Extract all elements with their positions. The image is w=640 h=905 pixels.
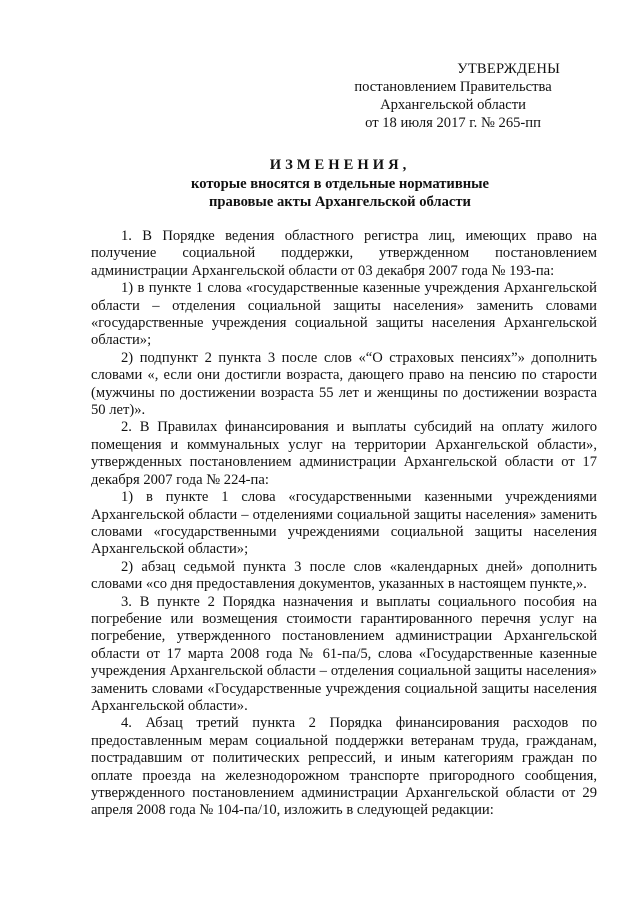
- approval-date-number: от 18 июля 2017 г. № 265-пп: [365, 115, 541, 131]
- approval-region: Архангельской области: [380, 97, 526, 113]
- approval-title: УТВЕРЖДЕНЫ: [457, 61, 560, 77]
- paragraph-2-item-1: 1) в пункте 1 слова «государственными казенными учреждениями Архангельской области – отделениями социальной защиты населения» заменить словами «государственными учреждениями социальной защиты населения Архангельской области»;: [91, 489, 597, 558]
- document-subtitle-line2: правовые акты Архангельской области: [209, 194, 471, 210]
- paragraph-3: 3. В пункте 2 Порядка назначения и выплаты социального пособия на погребение или возмещения стоимости гарантированного перечня услуг на погребение, утвержденного постановлением администрации Архангельской области от 17 марта 2008 года № 61-па/5, слова «Государственные казенные учреждения Архангельской области – отделения социальной защиты населения» заменить словами «Государственные учреждения социальной защиты населения Архангельской области».: [91, 593, 597, 714]
- paragraph-2-item-2: 2) абзац седьмой пункта 3 после слов «календарных дней» дополнить словами «со дня предоставления документов, указанных в настоящем пункте,».: [91, 558, 597, 593]
- paragraph-1: 1. В Порядке ведения областного регистра лиц, имеющих право на получение социальной поддержки, утвержденном постановлением администрации Архангельской области от 03 декабря 2007 года № 193-па:: [91, 228, 597, 279]
- paragraph-2: 2. В Правилах финансирования и выплаты субсидий на оплату жилого помещения и коммунальных услуг на территории Архангельской области», утвержденных постановлением администрации Архангельской области от 17 декабря 2007 года № 224-па:: [91, 419, 597, 488]
- paragraph-1-item-2: 2) подпункт 2 пункта 3 после слов «“О страховых пенсиях”» дополнить словами «, если они достигли возраста, дающего право на пенсию по старости (мужчины по достижении возраста 55 лет и женщины по достижении возраста 50 лет)».: [91, 349, 597, 419]
- document-body: [91, 228, 597, 820]
- approval-stamp: [338, 60, 568, 132]
- document-subtitle-line1: которые вносятся в отдельные нормативные: [191, 175, 489, 192]
- paragraph-4: 4. Абзац третий пункта 2 Порядка финансирования расходов по предоставленным мерам социальной поддержки ветеранам труда, гражданам, пострадавшим от политических репрессий, и иным категориям граждан по оплате проезда на железнодорожном транспорте пригородного сообщения, утвержденного постановлением администрации Архангельской области от 29 апреля 2008 года № 104-па/10, изложить в следующей редакции:: [91, 715, 597, 819]
- document-title: ИЗМЕНЕНИЯ,: [269, 157, 411, 173]
- document-heading: [90, 156, 590, 212]
- paragraph-1-item-1: 1) в пункте 1 слова «государственные казенные учреждения Архангельской области – отделения социальной защиты населения» заменить словами «государственные учреждения социальной защиты населения Архангельской области»;: [91, 280, 597, 349]
- approval-issuer: постановлением Правительства: [354, 79, 552, 95]
